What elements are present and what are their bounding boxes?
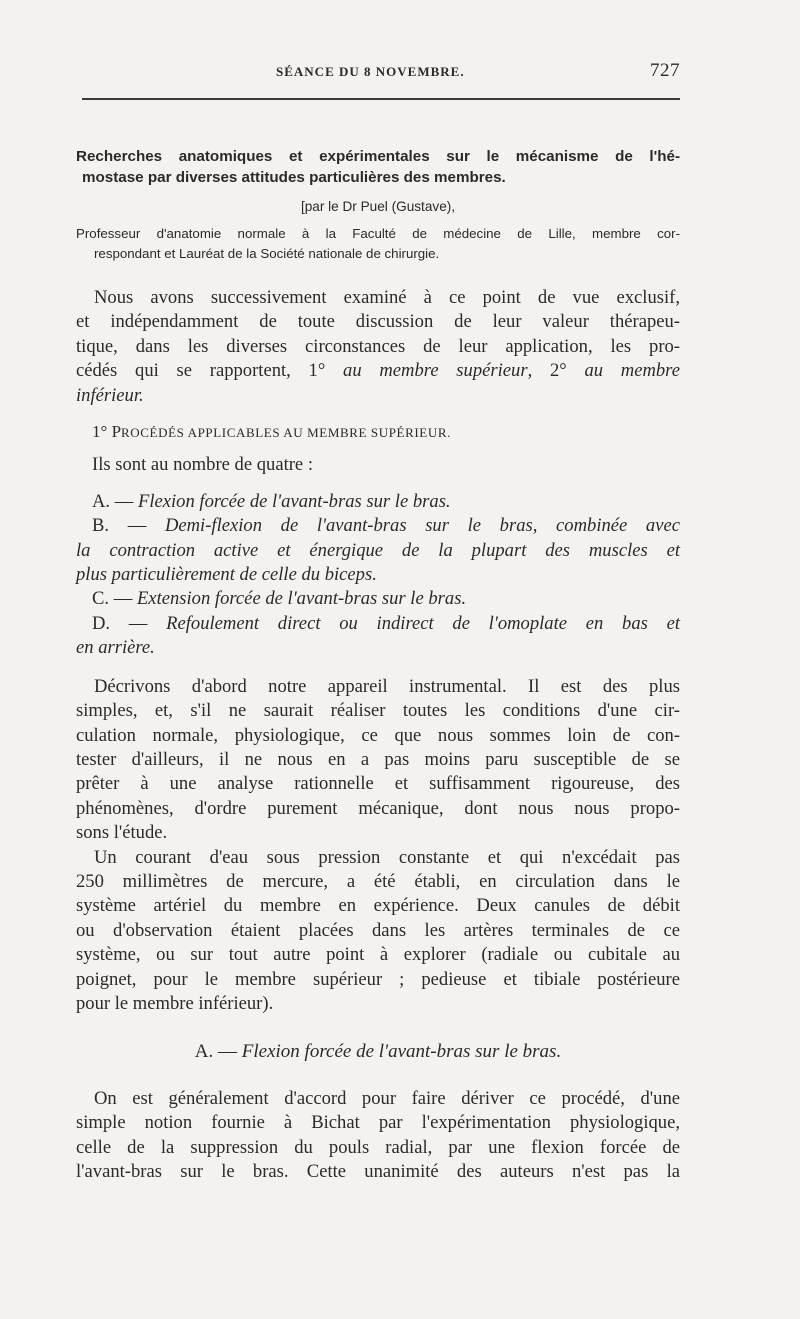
list-intro: Ils sont au nombre de quatre :: [92, 454, 314, 476]
running-header: [76, 60, 680, 90]
procedure-list: [76, 490, 680, 661]
book-page: [76, 60, 680, 1184]
paragraph: Nous avons successivement examiné à ce point de vue exclusif, et indépendamment de toute discussion de leur valeur thérapeu- tique, dans les diverses circonstances de leur application, les pro- cédés qui se rapportent, 1° au membre supérieur, 2° au membre inférieur.: [76, 287, 680, 406]
section-heading: 1° PROCÉDÉS APPLICABLES AU MEMBRE SUPÉRIEUR.: [92, 422, 451, 442]
paragraph: On est généralement d'accord pour faire dériver ce procédé, d'une simple notion fournie à Bichat par l'expérimentation physiologique, celle de la suppression du pouls radial, par une flexion forcée de l'avant-bras sur le bras. Cette unanimité des auteurs n'est pas la: [76, 1087, 680, 1182]
article-title: Recherches anatomiques et expérimentales sur le mécanisme de l'hé- mostase par diverses attitudes particulières des membres.: [76, 148, 680, 186]
list-item: D. — Refoulement direct ou indirect de l'omoplate en bas et en arrière.: [76, 612, 681, 659]
list-item: C. — Extension forcée de l'avant-bras sur le bras.: [92, 588, 467, 610]
article-body: [76, 286, 680, 1184]
author-affiliation: Professeur d'anatomie normale à la Faculté de médecine de Lille, membre cor- respondant et Lauréat de la Société nationale de chirurgie.: [76, 226, 680, 261]
paragraph: Un courant d'eau sous pression constante et qui n'excédait pas 250 millimètres de mercure, a été établi, en circulation dans le système artériel du membre en expérience. Deux canules de débit ou d'observation étaient placées dans les artères terminales de ce système, ou sur tout autre point à explorer (radiale ou cubitale au poignet, pour le membre supérieur ; pedieuse et tibiale postérieure pour le membre inférieur).: [76, 846, 680, 1014]
header-rule: [82, 98, 680, 100]
subsection-heading: A. — Flexion forcée de l'avant-bras sur le bras.: [194, 1041, 562, 1063]
list-item: A. — Flexion forcée de l'avant-bras sur le bras.: [92, 490, 451, 512]
author-byline: [par le Dr Puel (Gustave),: [300, 199, 456, 214]
running-title: SÉANCE DU 8 NOVEMBRE.: [276, 64, 465, 79]
list-item: B. — Demi-flexion de l'avant-bras sur le bras, combinée avec la contraction active et énergique de la plupart des muscles et plus particulièrement de celle du biceps.: [76, 515, 680, 586]
page-number: 727: [650, 60, 680, 81]
paragraph: Décrivons d'abord notre appareil instrumental. Il est des plus simples, et, s'il ne saurait réaliser toutes les conditions d'une cir- culation normale, physiologique, ce que nous sommes loin de con- tester d'ailleurs, il ne nous en a pas moins paru susceptible de se prêter à une analyse rationnelle et suffisamment rigoureuse, des phénomènes, d'ordre purement mécanique, dont nous nous propo- sons l'étude.: [76, 675, 680, 844]
